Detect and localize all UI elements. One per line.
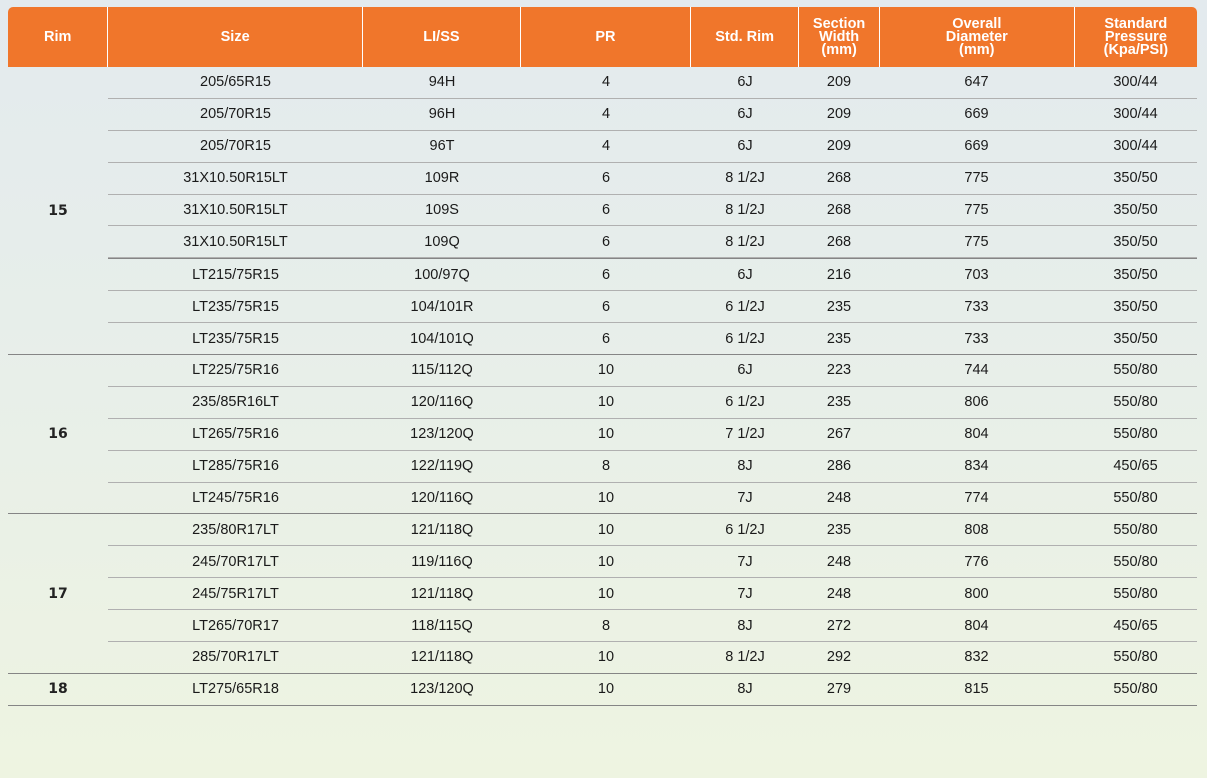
cell-section-width: 235	[826, 298, 852, 315]
cell-std-rim: 8J	[737, 681, 753, 698]
cell-overall-diameter: 669	[964, 138, 989, 155]
table-row	[108, 674, 1197, 705]
cell-overall-diameter: 775	[964, 170, 989, 187]
cell-overall-diameter: 774	[964, 490, 989, 507]
cell-li-ss: 115/112Q	[411, 362, 473, 379]
cell-std-rim: 7J	[737, 553, 753, 570]
cell-li-ss: 120/116Q	[410, 490, 474, 507]
header-pr: PR	[521, 7, 691, 67]
cell-standard-pressure: 300/44	[1113, 106, 1158, 123]
cell-li-ss: 119/116Q	[411, 553, 473, 570]
cell-pr: 10	[597, 362, 615, 379]
table-row	[108, 355, 1197, 387]
cell-li-ss: 104/101Q	[410, 330, 474, 347]
cell-li-ss: 118/115Q	[411, 617, 473, 634]
cell-section-width: 235	[826, 394, 852, 411]
cell-size: 205/65R15	[200, 74, 271, 91]
cell-overall-diameter: 733	[964, 298, 989, 315]
rim-label: 15	[48, 202, 68, 219]
rim-label: 16	[48, 426, 68, 443]
cell-std-rim: 6J	[737, 138, 753, 155]
cell-standard-pressure: 350/50	[1113, 202, 1158, 218]
cell-size: 245/70R17LT	[192, 553, 279, 570]
header-section-width: Section Width (mm)	[799, 7, 880, 67]
cell-pr: 8	[601, 617, 611, 634]
cell-pr: 6	[601, 170, 611, 187]
cell-standard-pressure: 350/50	[1113, 170, 1158, 187]
cell-size: 285/70R17LT	[192, 649, 279, 666]
cell-li-ss: 121/118Q	[410, 649, 474, 666]
table-row	[108, 131, 1197, 163]
cell-section-width: 286	[826, 458, 852, 475]
table-row	[108, 419, 1197, 451]
cell-pr: 10	[597, 426, 615, 443]
table-row	[108, 163, 1197, 195]
table-row	[108, 578, 1197, 610]
table-row	[108, 67, 1197, 99]
table-row	[108, 451, 1197, 483]
rim-group	[8, 514, 1197, 673]
cell-li-ss: 96T	[429, 138, 455, 155]
cell-pr: 10	[597, 553, 615, 570]
cell-standard-pressure: 350/50	[1113, 233, 1158, 250]
cell-std-rim: 6J	[737, 362, 753, 379]
cell-std-rim: 8 1/2J	[725, 170, 765, 187]
table-row	[108, 610, 1197, 642]
cell-size: LT215/75R15	[192, 266, 279, 283]
cell-standard-pressure: 550/80	[1113, 394, 1158, 411]
cell-std-rim: 7J	[737, 585, 753, 602]
cell-overall-diameter: 775	[964, 233, 989, 250]
cell-section-width: 235	[826, 521, 852, 538]
table-body	[8, 67, 1197, 706]
cell-pr: 10	[597, 585, 615, 602]
table-row	[108, 514, 1197, 546]
cell-standard-pressure: 550/80	[1113, 585, 1158, 602]
cell-size: LT265/70R17	[192, 617, 279, 634]
table-row	[108, 546, 1197, 578]
cell-li-ss: 94H	[428, 74, 456, 91]
cell-standard-pressure: 550/80	[1113, 426, 1158, 443]
cell-section-width: 268	[826, 233, 852, 250]
cell-standard-pressure: 450/65	[1113, 458, 1158, 475]
cell-pr: 10	[597, 394, 615, 411]
cell-pr: 4	[601, 138, 611, 155]
cell-size: 235/80R17LT	[192, 521, 279, 538]
cell-pr: 10	[597, 681, 615, 698]
cell-standard-pressure: 300/44	[1113, 74, 1158, 91]
cell-li-ss: 96H	[428, 106, 456, 123]
rim-label: 17	[48, 585, 68, 602]
cell-standard-pressure: 550/80	[1113, 490, 1158, 507]
cell-standard-pressure: 550/80	[1113, 521, 1158, 538]
cell-overall-diameter: 703	[964, 266, 989, 283]
table-row	[108, 291, 1197, 323]
table-row	[108, 387, 1197, 419]
cell-size: LT265/75R16	[192, 426, 279, 443]
cell-section-width: 216	[826, 266, 852, 283]
cell-std-rim: 6 1/2J	[725, 521, 765, 538]
table-row	[108, 323, 1197, 354]
cell-std-rim: 7J	[737, 490, 753, 507]
header-rim: Rim	[8, 7, 108, 67]
cell-std-rim: 6J	[737, 266, 753, 283]
cell-overall-diameter: 815	[964, 681, 989, 698]
cell-pr: 6	[601, 202, 611, 218]
cell-standard-pressure: 300/44	[1113, 138, 1158, 155]
cell-li-ss: 109Q	[424, 233, 460, 250]
cell-overall-diameter: 733	[964, 330, 989, 347]
cell-standard-pressure: 350/50	[1113, 298, 1158, 315]
cell-std-rim: 8J	[737, 458, 753, 475]
table-row	[108, 483, 1197, 514]
header-size: Size	[108, 7, 363, 67]
cell-section-width: 279	[826, 681, 852, 698]
cell-overall-diameter: 808	[964, 521, 989, 538]
cell-overall-diameter: 800	[964, 585, 989, 602]
header-standard-pressure: Standard Pressure (Kpa/PSI)	[1103, 15, 1169, 58]
cell-li-ss: 121/118Q	[410, 585, 474, 602]
cell-standard-pressure: 350/50	[1113, 266, 1158, 283]
cell-overall-diameter: 744	[964, 362, 989, 379]
rim-group	[8, 674, 1197, 706]
cell-section-width: 248	[826, 553, 852, 570]
rim-label: 18	[48, 681, 68, 698]
cell-size: LT225/75R16	[192, 362, 279, 379]
cell-section-width: 235	[826, 330, 852, 347]
cell-std-rim: 6J	[737, 106, 753, 123]
cell-size: 205/70R15	[200, 138, 271, 155]
header-li-ss: LI/SS	[363, 7, 521, 67]
cell-section-width: 209	[826, 106, 852, 123]
table-row	[108, 226, 1197, 258]
cell-overall-diameter: 776	[964, 553, 989, 570]
cell-pr: 6	[601, 266, 611, 283]
cell-std-rim: 6J	[737, 74, 753, 91]
cell-size: 31X10.50R15LT	[183, 202, 288, 218]
cell-section-width: 268	[826, 170, 852, 187]
cell-standard-pressure: 550/80	[1113, 553, 1158, 570]
cell-pr: 6	[601, 233, 611, 250]
cell-overall-diameter: 647	[964, 74, 989, 91]
cell-li-ss: 122/119Q	[410, 458, 474, 475]
cell-std-rim: 6 1/2J	[725, 394, 765, 411]
cell-std-rim: 8 1/2J	[725, 233, 765, 250]
cell-overall-diameter: 775	[964, 202, 989, 218]
cell-pr: 4	[601, 106, 611, 123]
cell-section-width: 248	[826, 585, 852, 602]
cell-size: 31X10.50R15LT	[183, 233, 288, 250]
cell-pr: 6	[601, 298, 611, 315]
cell-pr: 10	[597, 521, 615, 538]
cell-overall-diameter: 806	[964, 394, 989, 411]
cell-std-rim: 7 1/2J	[725, 426, 765, 443]
cell-pr: 4	[601, 74, 611, 91]
cell-size: LT235/75R15	[192, 298, 279, 315]
cell-overall-diameter: 804	[964, 426, 989, 443]
cell-std-rim: 8J	[737, 617, 753, 634]
rim-group	[8, 355, 1197, 514]
cell-standard-pressure: 450/65	[1113, 617, 1158, 634]
cell-overall-diameter: 832	[964, 649, 989, 666]
cell-size: 245/75R17LT	[192, 585, 279, 602]
cell-size: LT235/75R15	[192, 330, 279, 347]
cell-size: 235/85R16LT	[192, 394, 279, 411]
cell-pr: 8	[601, 458, 611, 475]
cell-size: LT285/75R16	[192, 458, 279, 475]
cell-size: 205/70R15	[200, 106, 271, 123]
cell-std-rim: 8 1/2J	[725, 649, 765, 666]
tire-spec-table	[8, 7, 1197, 706]
table-row	[108, 195, 1197, 227]
cell-li-ss: 123/120Q	[410, 681, 474, 698]
cell-section-width: 292	[826, 649, 852, 666]
cell-li-ss: 121/118Q	[410, 521, 474, 538]
cell-pr: 10	[597, 649, 615, 666]
cell-pr: 6	[601, 330, 611, 347]
table-header	[8, 7, 1197, 67]
table-row	[108, 642, 1197, 673]
header-overall-diameter: Overall Diameter (mm)	[880, 7, 1075, 67]
cell-section-width: 267	[826, 426, 852, 443]
cell-size: 31X10.50R15LT	[183, 170, 288, 187]
table-row	[108, 99, 1197, 131]
cell-section-width: 223	[826, 362, 852, 379]
cell-section-width: 248	[826, 490, 852, 507]
cell-li-ss: 109S	[425, 202, 459, 218]
cell-section-width: 209	[826, 138, 852, 155]
cell-overall-diameter: 804	[964, 617, 989, 634]
table-row	[108, 258, 1197, 291]
cell-overall-diameter: 669	[964, 106, 989, 123]
cell-standard-pressure: 550/80	[1113, 681, 1158, 698]
cell-size: LT245/75R16	[192, 490, 279, 507]
cell-std-rim: 6 1/2J	[725, 330, 765, 347]
cell-li-ss: 109R	[424, 170, 460, 187]
cell-standard-pressure: 350/50	[1113, 330, 1158, 347]
cell-li-ss: 120/116Q	[410, 394, 474, 411]
cell-section-width: 209	[826, 74, 852, 91]
cell-size: LT275/65R18	[192, 681, 279, 698]
cell-li-ss: 123/120Q	[410, 426, 474, 443]
cell-section-width: 272	[826, 617, 852, 634]
cell-overall-diameter: 834	[964, 458, 989, 475]
cell-li-ss: 104/101R	[410, 298, 474, 315]
cell-li-ss: 100/97Q	[414, 266, 470, 283]
cell-std-rim: 6 1/2J	[725, 298, 765, 315]
cell-section-width: 268	[826, 202, 852, 218]
cell-standard-pressure: 550/80	[1113, 362, 1158, 379]
cell-pr: 10	[597, 490, 615, 507]
cell-standard-pressure: 550/80	[1113, 649, 1158, 666]
header-std-rim: Std. Rim	[691, 7, 799, 67]
cell-std-rim: 8 1/2J	[725, 202, 765, 218]
rim-group	[8, 67, 1197, 355]
